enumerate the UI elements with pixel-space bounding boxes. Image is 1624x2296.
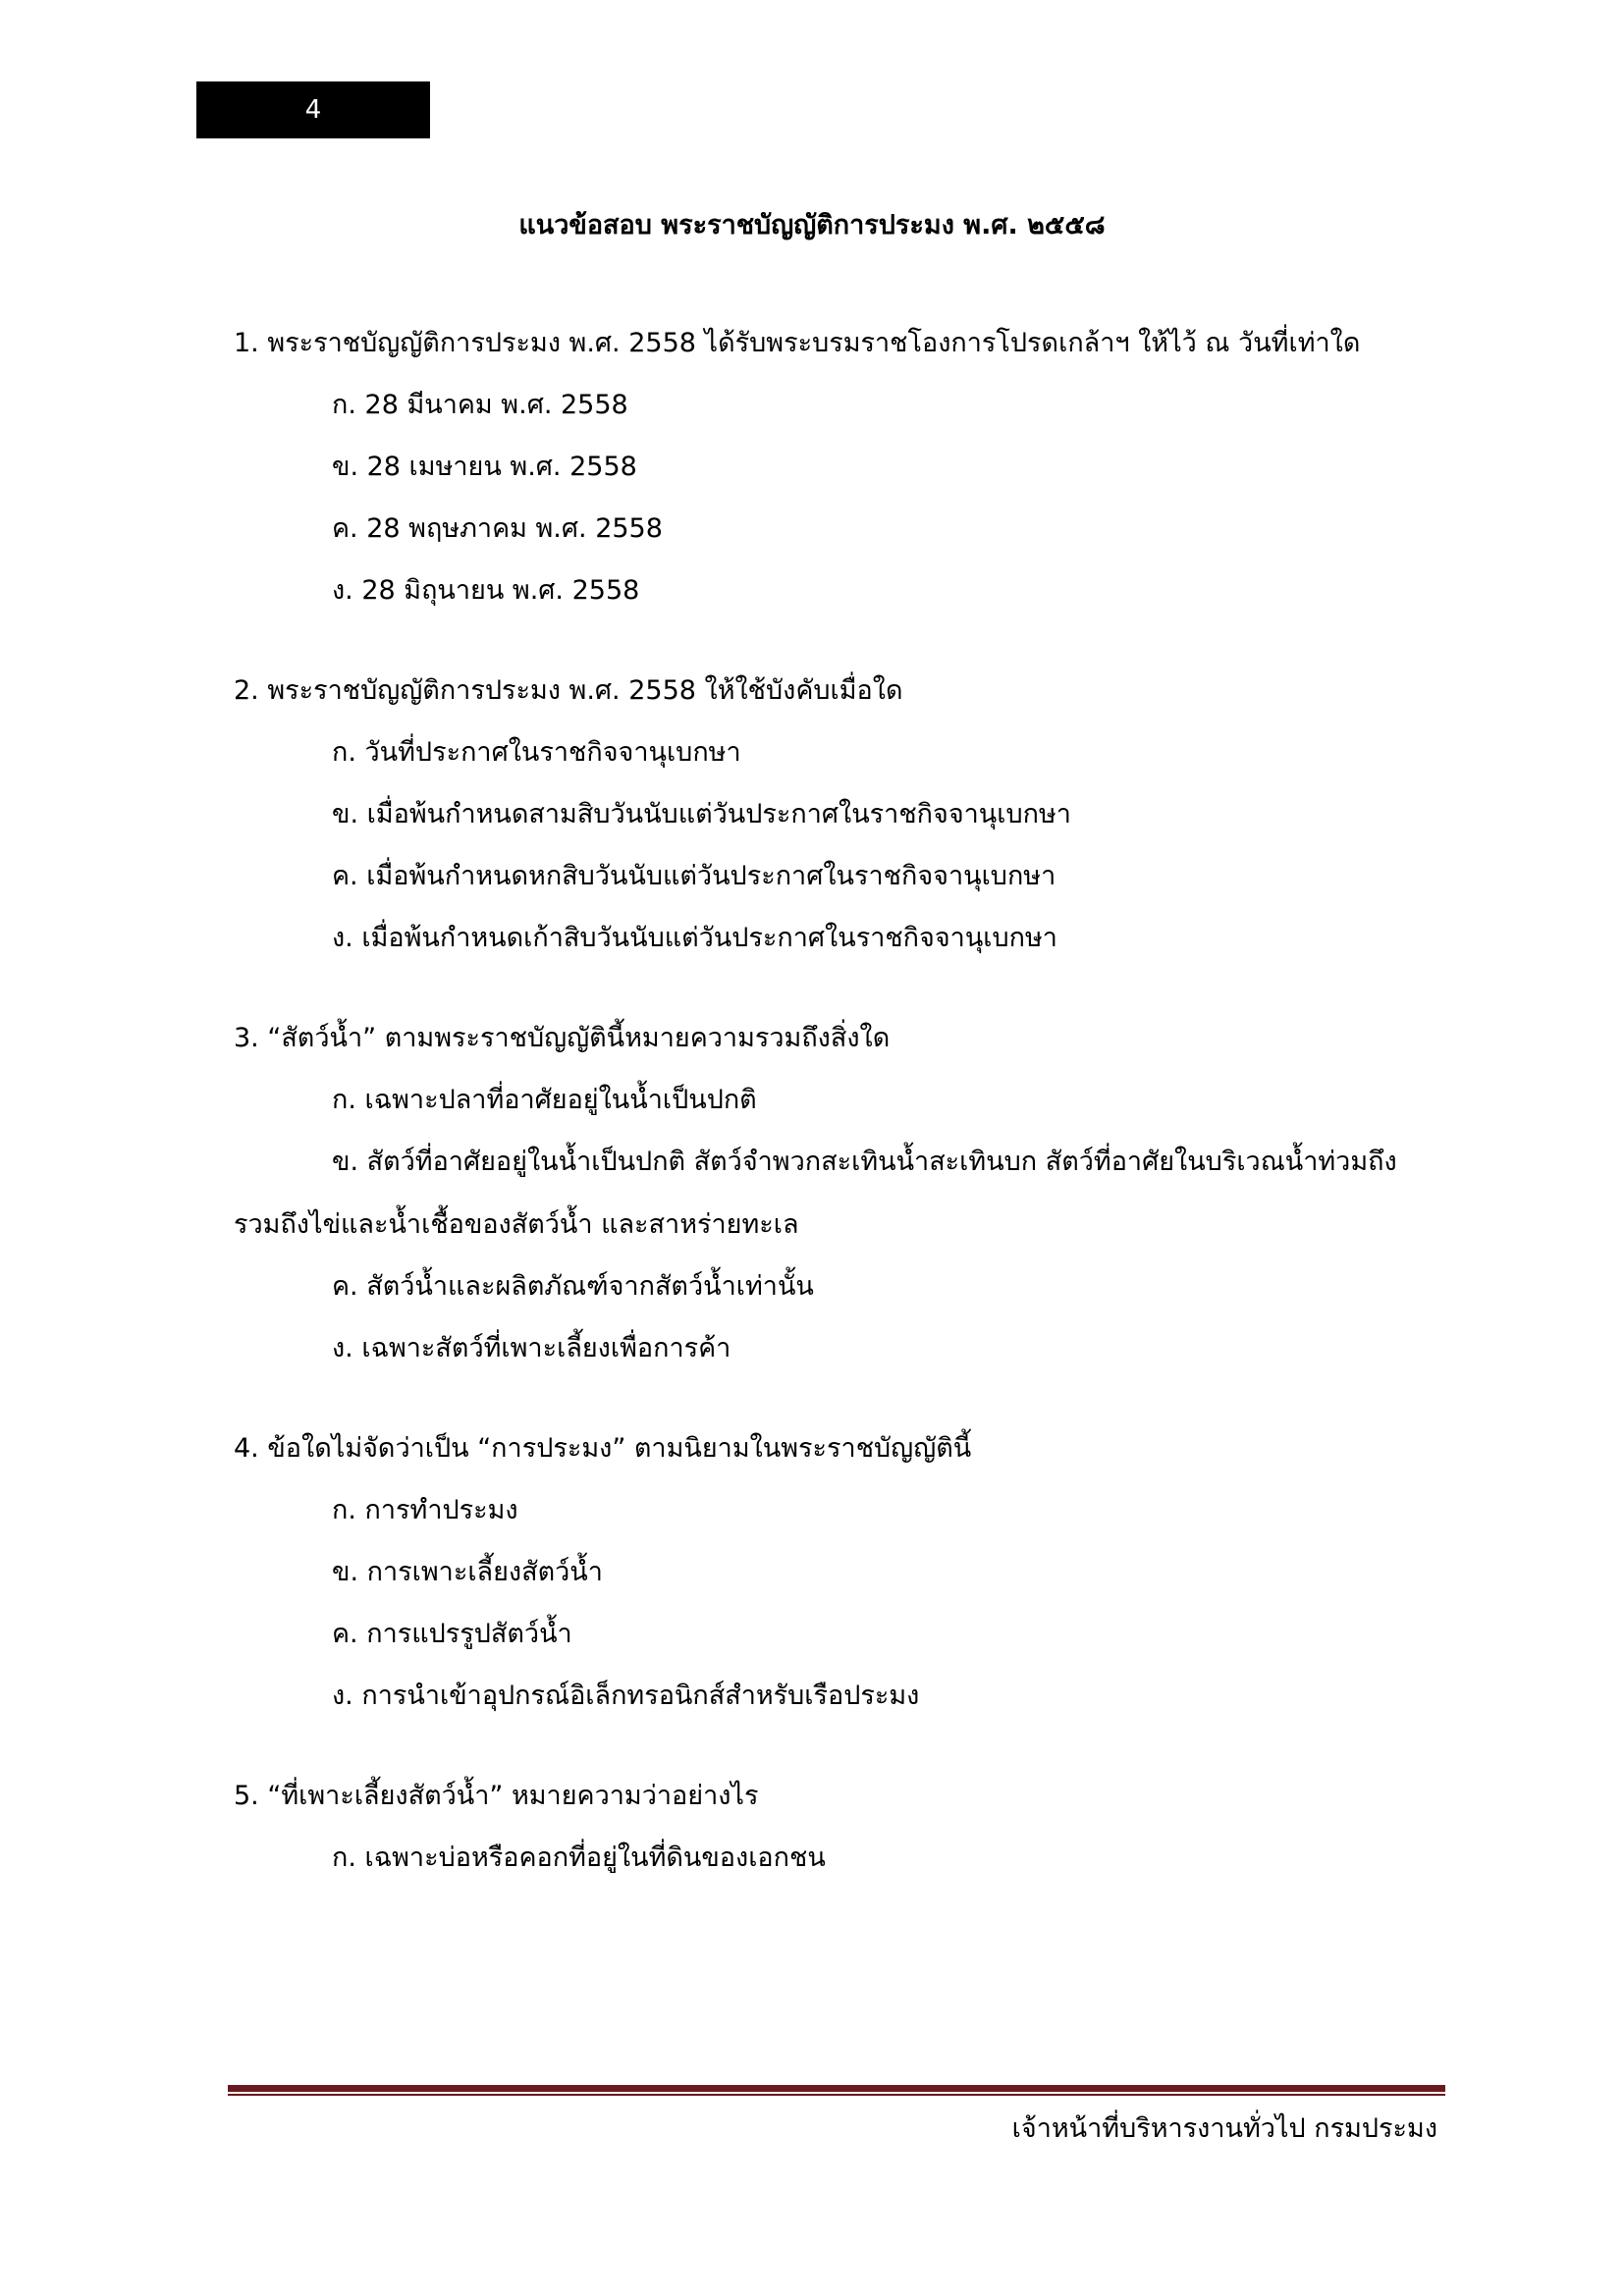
option-ko: ก. การทำประมง xyxy=(332,1495,518,1525)
question-5 xyxy=(234,1777,1441,1878)
page-number: 4 xyxy=(304,95,322,125)
question-text: 5. “ที่เพาะเลี้ยงสัตว์น้ำ” หมายความว่าอย่างไร xyxy=(234,1781,759,1811)
option-kho-khwai: ค. การแปรรูปสัตว์น้ำ xyxy=(332,1619,572,1649)
option-ngo: ง. การนำเข้าอุปกรณ์อิเล็กทรอนิกส์สำหรับเรือประมง xyxy=(332,1681,920,1711)
option-ngo: ง. เมื่อพ้นกำหนดเก้าสิบวันนับแต่วันประกาศในราชกิจจานุเบกษา xyxy=(332,923,1057,953)
option-ngo: ง. 28 มิถุนายน พ.ศ. 2558 xyxy=(332,575,640,606)
option-ko: ก. วันที่ประกาศในราชกิจจานุเบกษา xyxy=(332,737,741,768)
option-ko: ก. เฉพาะบ่อหรือคอกที่อยู่ในที่ดินของเอกชน xyxy=(332,1842,826,1873)
option-ngo: ง. เฉพาะสัตว์ที่เพาะเลี้ยงเพื่อการค้า xyxy=(332,1333,731,1363)
question-text: 1. พระราชบัญญัติการประมง พ.ศ. 2558 ได้รับพระบรมราชโองการโปรดเกล้าฯ ให้ไว้ ณ วันที่เท่าใด xyxy=(234,328,1361,358)
option-kho-khwai: ค. สัตว์น้ำและผลิตภัณฑ์จากสัตว์น้ำเท่านั้น xyxy=(332,1271,814,1302)
question-3 xyxy=(234,1019,1441,1368)
question-text: 2. พระราชบัญญัติการประมง พ.ศ. 2558 ให้ใช้บังคับเมื่อใด xyxy=(234,675,903,706)
footer-divider-thick xyxy=(228,2085,1445,2092)
option-ko: ก. 28 มีนาคม พ.ศ. 2558 xyxy=(332,390,628,420)
footer-divider xyxy=(228,2085,1445,2096)
question-text: 3. “สัตว์น้ำ” ตามพระราชบัญญัตินี้หมายความรวมถึงสิ่งใด xyxy=(234,1023,891,1053)
option-kho: ข. 28 เมษายน พ.ศ. 2558 xyxy=(332,452,637,482)
page-number-badge xyxy=(196,81,430,138)
question-1 xyxy=(234,324,1441,611)
option-ko: ก. เฉพาะปลาที่อาศัยอยู่ในน้ำเป็นปกติ xyxy=(332,1085,757,1115)
option-kho: ข. การเพาะเลี้ยงสัตว์น้ำ xyxy=(332,1557,603,1587)
option-kho-khwai: ค. เมื่อพ้นกำหนดหกสิบวันนับแต่วันประกาศในราชกิจจานุเบกษา xyxy=(332,861,1056,891)
footer-department: เจ้าหน้าที่บริหารงานทั่วไป กรมประมง xyxy=(1011,2113,1437,2144)
option-kho: ข. เมื่อพ้นกำหนดสามสิบวันนับแต่วันประกาศในราชกิจจานุเบกษา xyxy=(332,799,1071,829)
question-2 xyxy=(234,671,1441,958)
document-title: แนวข้อสอบ พระราชบัญญัติการประมง พ.ศ. ๒๕๕๘ xyxy=(518,210,1106,240)
option-kho: ข. สัตว์ที่อาศัยอยู่ในน้ำเป็นปกติ สัตว์จำพวกสะเทินน้ำสะเทินบก สัตว์ที่อาศัยในบริเวณน้ำท่วมถึง รวมถึงไข่และน้ำเชื้อของสัตว์น้ำ และสาหร่ายทะเล xyxy=(234,1147,1397,1240)
option-kho-khwai: ค. 28 พฤษภาคม พ.ศ. 2558 xyxy=(332,513,663,544)
footer-divider-thin xyxy=(228,2094,1445,2096)
question-list xyxy=(234,324,1441,1939)
question-text: 4. ข้อใดไม่จัดว่าเป็น “การประมง” ตามนิยามในพระราชบัญญัตินี้ xyxy=(234,1433,972,1464)
question-4 xyxy=(234,1429,1441,1716)
